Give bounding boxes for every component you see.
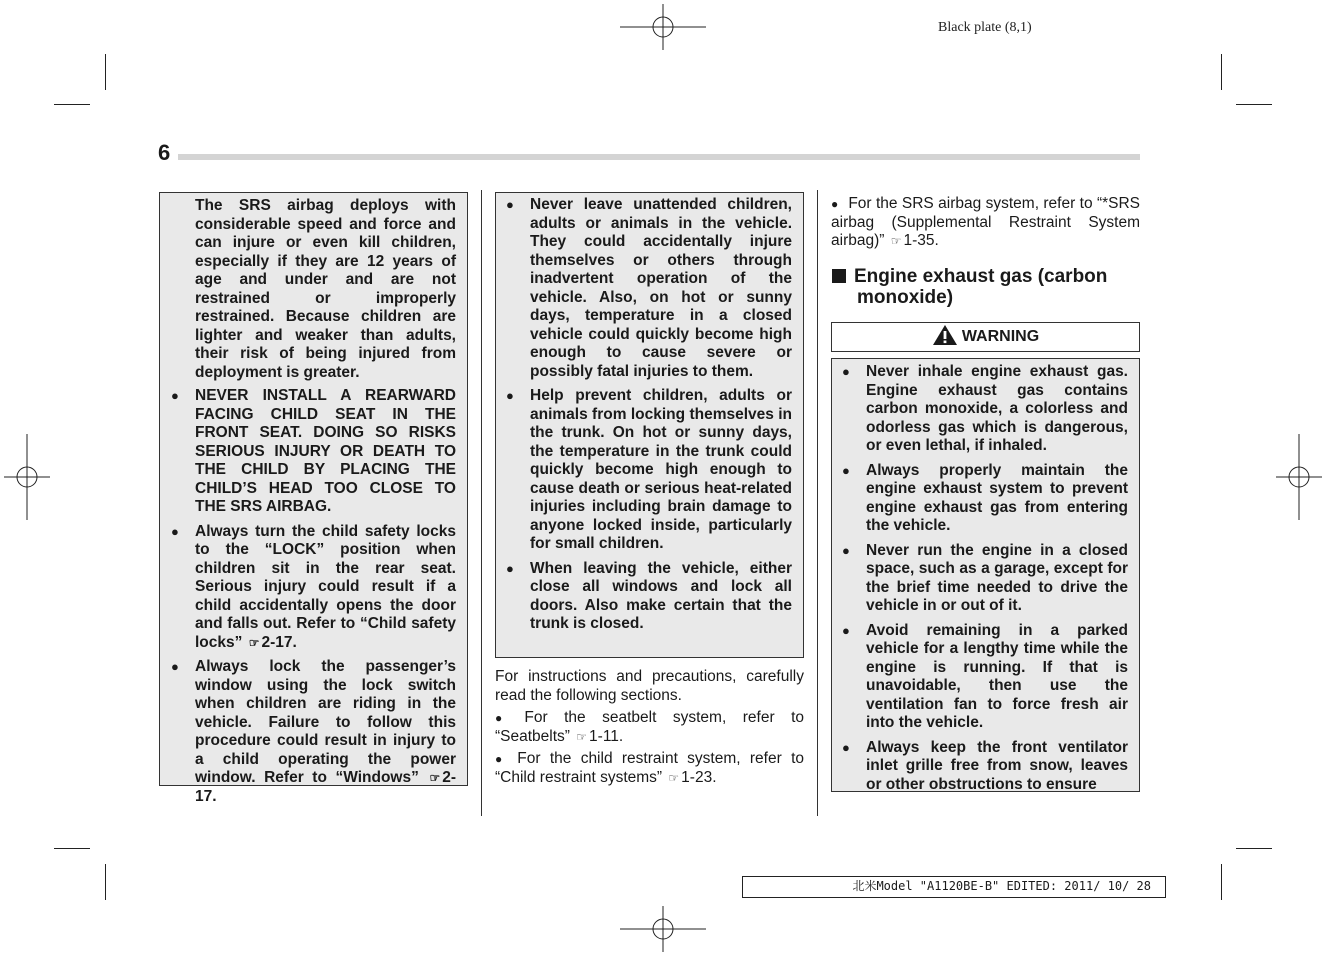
bullet-icon: ● [842,364,850,379]
list-item: ● Always lock the passenger’s window using the lock switch when children are riding in the vehicle. Failure to follow this procedure could result in injury to a child operating the power window. Refer to “Windows” ☞ 2-17. [171,658,456,805]
list-item: ● Help prevent children, adults or animals from locking themselves in the trunk. On hot or sunny days, the temperature in the trunk could quickly become high enough to cause death or serious heat-related injuries including brain damage to anyone locked inside, particularly for small children. [506,387,792,552]
list-item: ● Never leave unattended children, adults or animals in the vehicle. They could accidentally injure themselves or others through inadvertent operation of the vehicle. Also, on hot or sunny days, temperature in a closed vehicle could quickly become high enough to cause severe or possibly fatal injuries to them. [506,196,792,380]
warning-triangle-icon [932,324,958,346]
list-item: ● Always keep the front ventilator inlet grille free from snow, leaves or other obstructions to ensure [842,738,1128,792]
section-heading: Engine exhaust gas (carbon monoxide) [832,266,1142,308]
section-square-icon [832,269,846,283]
middle-warning-box [495,192,804,658]
list-item: ● For the child restraint system, refer to “Child restraint systems” ☞ 1-23. [495,750,805,786]
left-warning-box [159,192,468,805]
page-reference[interactable]: 2-17. [261,633,297,651]
page-reference[interactable]: 1-23. [681,768,717,786]
plate-label: Black plate (8,1) [938,20,1032,35]
page-reference[interactable]: 1-11. [589,727,624,745]
middle-instructions [495,668,804,787]
bullet-icon: ● [495,752,508,766]
list-item: ● NEVER INSTALL A REARWARD FACING CHILD SEAT IN THE FRONT SEAT. DOING SO RISKS SERIOUS INJURY OR DEATH TO THE CHILD BY PLACING THE CHILD’S HEAD TOO CLOSE TO THE SRS AIRBAG. [171,387,456,515]
page-reference[interactable]: 2-17. [195,769,456,805]
reference-arrow-icon: ☞ [576,729,588,744]
bullet-icon: ● [506,388,514,403]
column-divider [481,190,482,816]
page-reference[interactable]: 1-35. [903,232,939,249]
list-item: ● For the seatbelt system, refer to “Seatbelts” ☞ 1-11. [495,709,804,745]
registration-mark-icon [620,906,706,952]
list-item: ● Always properly maintain the engine exhaust system to prevent engine exhaust gas from entering the vehicle. [842,461,1128,534]
bullet-icon: ● [842,462,850,478]
right-intro [831,195,1140,251]
bullet-icon: ● [506,560,514,576]
list-item: ● Never inhale engine exhaust gas. Engine exhaust gas contains carbon monoxide, a colorless and odorless gas which is dangerous, or even lethal, if inhaled. [842,363,1128,454]
list-item: ● Never run the engine in a closed space, such as a garage, except for the brief time needed to drive the vehicle in or out of it. [842,541,1128,614]
column-divider [817,190,818,816]
list-item: ● For the SRS airbag system, refer to “*SRS airbag (Supplemental Restraint System airbag)” ☞ 1-35. [831,195,1141,249]
bullet-icon: ● [171,523,179,539]
edit-footer: 北米Model "A1120BE-B" EDITED: 2011/ 10/ 28 [742,876,1166,898]
reference-arrow-icon: ☞ [890,234,902,248]
bullet-icon: ● [831,197,839,211]
warning-label: WARNING [831,322,1140,352]
bullet-icon: ● [171,388,179,403]
list-item: ● Always turn the child safety locks to the “LOCK” position when children sit in the rear seat. Serious injury could result if a child accidentally opens the door and falls out. Refer to “Child safety locks” ☞ 2-17. [171,522,456,651]
page-number: 6 [158,140,171,165]
registration-mark-icon [1276,434,1322,520]
bullet-icon: ● [495,711,515,725]
bullet-icon: ● [506,197,514,212]
instructions-intro: For instructions and precautions, carefully read the following sections. [495,668,804,704]
reference-arrow-icon: ☞ [668,770,680,785]
header-bar [178,154,1140,160]
right-warning-box [831,358,1140,792]
reference-arrow-icon: ☞ [248,635,260,650]
registration-mark-icon [4,434,50,520]
list-item: ● When leaving the vehicle, either close all windows and lock all doors. Also make certain that the trunk is closed. [506,559,792,632]
registration-mark-icon [620,4,706,50]
airbag-warning-intro: The SRS airbag deploys with considerable speed and force and can injure or even kill children, especially if they are 12 years of age and under and are not restrained or improperly restrained. Because children are lighter and weaker than adults, their risk of being injured from deployment is greater. [195,197,456,381]
bullet-icon: ● [171,659,179,674]
list-item: ● Avoid remaining in a parked vehicle for a lengthy time while the engine is running. If that is unavoidable, then use the ventilation fan to force fresh air into the vehicle. [842,621,1128,731]
bullet-icon: ● [842,542,850,558]
bullet-icon: ● [842,739,850,755]
bullet-icon: ● [842,622,850,638]
reference-arrow-icon: ☞ [429,771,441,785]
